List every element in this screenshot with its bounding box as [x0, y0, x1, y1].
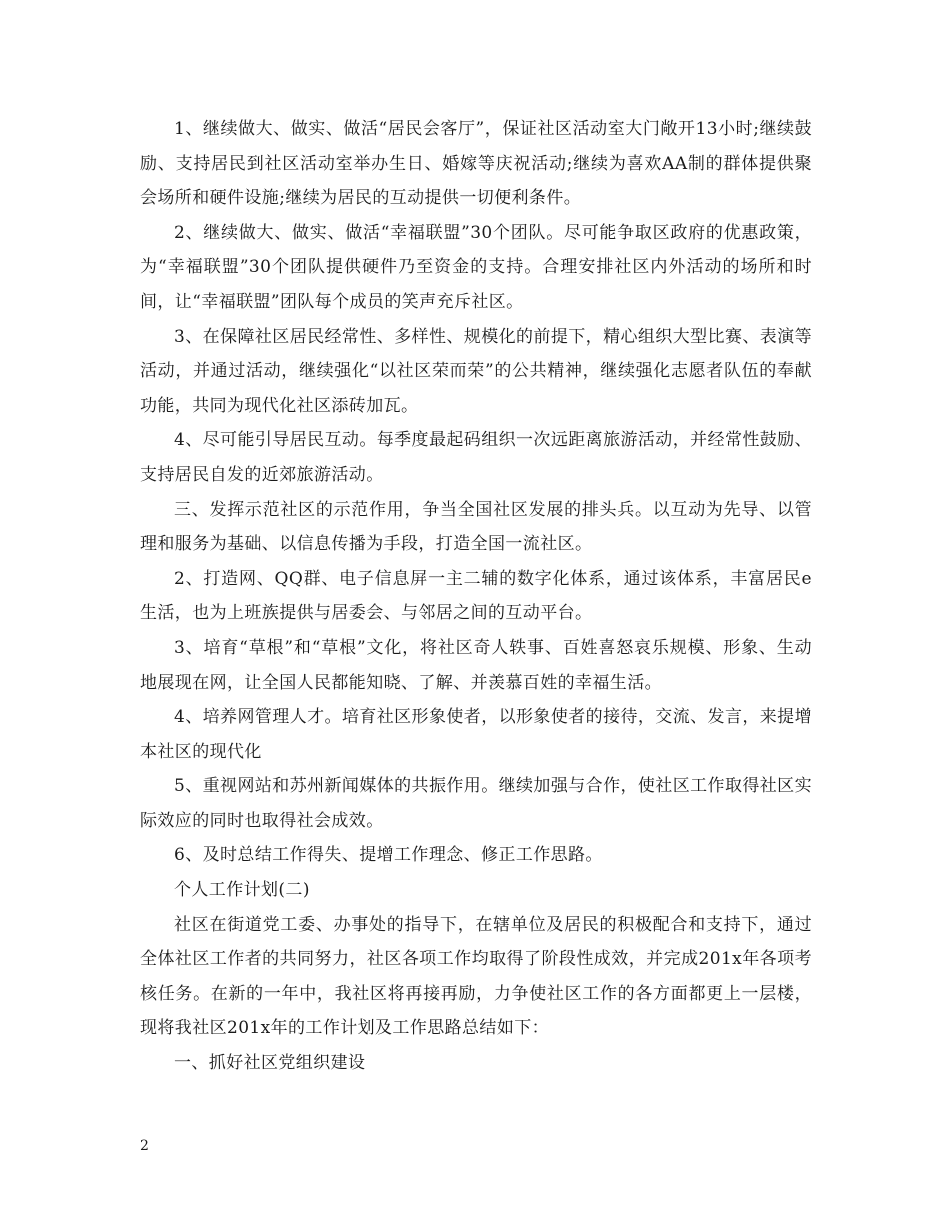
paragraph: 2、打造网、QQ群、电子信息屏一主二辅的数字化体系，通过该体系，丰富居民e生活，也为上班族提供与居委会、与邻居之间的互动平台。: [140, 568, 812, 624]
document-body: [140, 112, 812, 1081]
paragraph: 社区在街道党工委、办事处的指导下，在辖单位及居民的积极配合和支持下，通过全体社区工作者的共同努力，社区各项工作均取得了阶段性成效，并完成201x年各项考核任务。在新的一年中，我社区将再接再励，力争使社区工作的各方面都更上一层楼，现将我社区201x年的工作计划及工作思路总结如下：: [140, 914, 812, 1039]
section-heading: 三、发挥示范社区的示范作用，争当全国社区发展的排头兵。以互动为先导、以管理和服务为基础、以信息传播为手段，打造全国一流社区。: [140, 499, 812, 555]
paragraph: 4、尽可能引导居民互动。每季度最起码组织一次远距离旅游活动，并经常性鼓励、支持居民自发的近郊旅游活动。: [140, 430, 812, 485]
paragraph: 6、及时总结工作得失、提增工作理念、修正工作思路。: [174, 845, 603, 866]
paragraph: 3、在保障社区居民经常性、多样性、规模化的前提下，精心组织大型比赛、表演等活动，并通过活动，继续强化“以社区荣而荣”的公共精神，继续强化志愿者队伍的奉献功能，共同为现代化社区添砖加瓦。: [140, 326, 812, 416]
paragraph: 3、培育“草根”和“草根”文化，将社区奇人轶事、百姓喜怒哀乐规模、形象、生动地展现在网，让全国人民都能知晓、了解、并羡慕百姓的幸福生活。: [140, 637, 812, 693]
paragraph: 5、重视网站和苏州新闻媒体的共振作用。继续加强与合作，使社区工作取得社区实际效应的同时也取得社会成效。: [140, 776, 812, 831]
paragraph: 1、继续做大、做实、做活“居民会客厅”，保证社区活动室大门敞开13小时;继续鼓励、支持居民到社区活动室举办生日、婚嫁等庆祝活动;继续为喜欢AA制的群体提供聚会场所和硬件设施;继续为居民的互动提供一切便利条件。: [140, 119, 812, 209]
section-heading: 一、抓好社区党组织建设: [174, 1053, 366, 1074]
plan-title: 个人工作计划(二): [174, 880, 310, 901]
page-number: 2: [140, 1138, 149, 1154]
paragraph: 2、继续做大、做实、做活“幸福联盟”30个团队。尽可能争取区政府的优惠政策，为“幸福联盟”30个团队提供硬件乃至资金的支持。合理安排社区内外活动的场所和时间，让“幸福联盟”团队每个成员的笑声充斥社区。: [140, 222, 812, 312]
paragraph: 4、培养网管理人才。培育社区形象使者，以形象使者的接待，交流、发言，来提增本社区的现代化: [140, 707, 812, 762]
